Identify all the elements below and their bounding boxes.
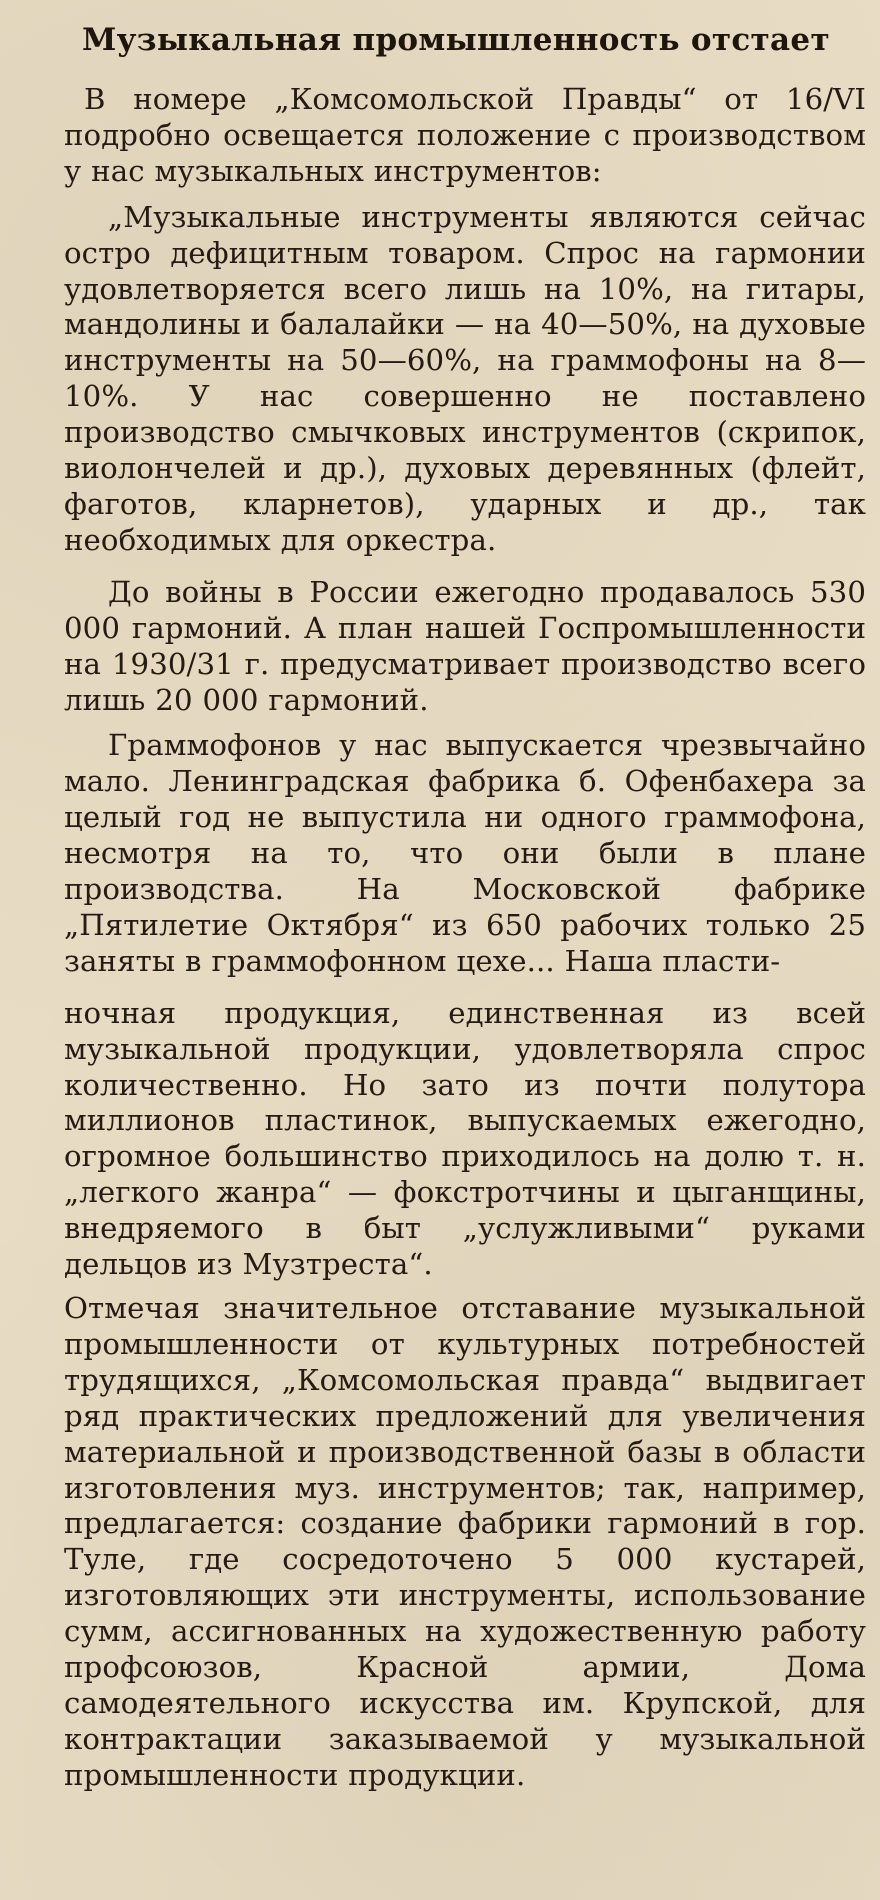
article-paragraph-quote-shortages: „Музыкальные инструменты являются сейчас остро дефицитным товаром. Спрос на гармонии удовлетворяется всего лишь на 10%, на гитары, мандолины и балалайки — на 40—50%, на духовые инструменты на 50—60%, на граммофоны на 8—10%. У нас совершенно не поставлено производство смычковых инструментов (скрипок, виолончелей и др.), духовых деревянных (флейт, фаготов, кларнетов), ударных и др., так необходимых для оркестра. bbox=[64, 199, 866, 557]
article-paragraph-gramophones: Граммофонов у нас выпускается чрезвычайно мало. Ленинградская фабрика б. Офенбахера за целый год не выпустила ни одного граммофона, несмотря на то, что они были в плане производства. На Московской фабрике „Пятилетие Октября“ из 650 рабочих только 25 заняты в граммофонном цехе... Наша пласти- bbox=[64, 728, 866, 978]
article-paragraph-intro: В номере „Комсомольской Правды“ от 16/VI подробно освещается положение с производством у нас музыкальных инструментов: bbox=[64, 82, 866, 188]
article-paragraph-proposals: Отмечая значительное отставание музыкальной промышленности от культурных потребностей трудящихся, „Комсомольская правда“ выдвигает ряд практических предложений для увеличения материальной и производственной базы в области изготовления муз. инструментов; так, например, предлагается: создание фабрики гармоний в гор. Туле, где сосредоточено 5 000 кустарей, изготовляющих эти инструменты, использование сумм, ассигнованных на художественную работу профсоюзов, Красной армии, Дома самодеятельного искусства им. Крупской, для контрактации заказываемой у музыкальной промышленности продукции. bbox=[64, 1291, 866, 1792]
article-paragraph-harmonicas: До войны в России ежегодно продавалось 530 000 гармоний. А план нашей Госпромышленности на 1930/31 г. предусматривает производство всего лишь 20 000 гармоний. bbox=[64, 574, 866, 717]
article-paragraph-records: ночная продукция, единственная из всей музыкальной продукции, удовлетворяла спрос количественно. Но зато из почти полутора миллионов пластинок, выпускаемых ежегодно, огромное большинство приходилось на долю т. н. „легкого жанра“ — фокстротчины и цыганщины, внедряемого в быт „услужливыми“ руками дельцов из Музтреста“. bbox=[64, 995, 866, 1282]
article-title: Музыкальная промышленность отстает bbox=[82, 22, 830, 58]
